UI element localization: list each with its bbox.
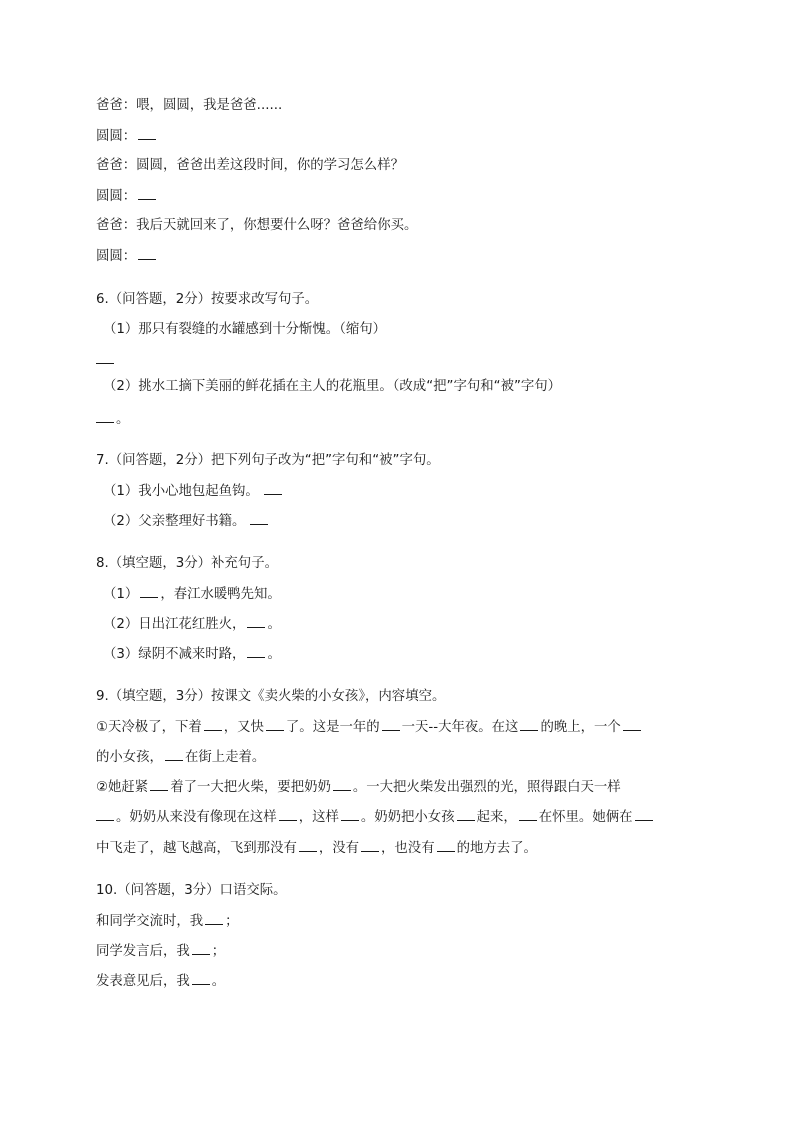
speaker: 圆圆 [96, 129, 123, 144]
speaker: 爸爸 [96, 218, 123, 233]
dialogue-line-4 [96, 187, 158, 206]
answer-blank[interactable] [192, 972, 210, 985]
speaker: 圆圆 [96, 249, 123, 264]
answer-blank[interactable] [457, 808, 475, 821]
answer-blank[interactable] [96, 410, 114, 423]
answer-blank[interactable] [333, 778, 351, 791]
answer-blank[interactable] [138, 247, 156, 260]
answer-blank[interactable] [204, 718, 222, 731]
question-9-paragraph-2-line-3: 中飞走了，越飞越高，飞到那没有 ，没有 ，也没有 的地方去了。 [96, 841, 537, 856]
answer-blank[interactable] [266, 718, 284, 731]
speaker: 爸爸 [96, 98, 123, 113]
answer-blank[interactable] [247, 615, 265, 628]
answer-blank[interactable] [140, 585, 158, 598]
answer-blank[interactable] [437, 839, 455, 852]
dialogue-line-6 [96, 247, 158, 266]
answer-blank[interactable] [96, 351, 114, 364]
answer-blank[interactable] [299, 839, 317, 852]
question-8-header: 8.（填空题，3分）补充句子。 [96, 556, 278, 571]
question-10-line-1: 和同学交流时，我 ； [96, 914, 239, 929]
answer-blank[interactable] [250, 512, 268, 525]
answer-blank[interactable] [623, 718, 641, 731]
question-6-answer-2: 。 [96, 410, 129, 429]
question-8-sentence-2: （2）日出江花红胜火， 。 [103, 617, 281, 632]
answer-blank[interactable] [138, 187, 156, 200]
question-6-header: 6.（问答题，2分）按要求改写句子。 [96, 292, 319, 307]
separator: ： [122, 218, 137, 233]
question-10-line-3: 发表意见后，我 。 [96, 974, 226, 989]
dialogue-text: 喂，圆圆，我是爸爸...... [136, 98, 283, 113]
question-8-sentence-1: （1） ，春江水暖鸭先知。 [103, 587, 281, 602]
dialogue-line-2 [96, 127, 158, 146]
question-9-paragraph-1-line-2: 的小女孩， 在街上走着。 [96, 750, 266, 765]
question-7-sentence-1: （1）我小心地包起鱼钩。 [103, 482, 284, 501]
separator: ： [122, 189, 137, 204]
answer-blank[interactable] [635, 808, 653, 821]
answer-blank[interactable] [96, 808, 114, 821]
dialogue-text: 我后天就回来了，你想要什么呀？爸爸给你买。 [136, 218, 418, 233]
question-10-header: 10.（问答题，3分）口语交际。 [96, 883, 287, 898]
question-8-sentence-3: （3）绿阴不减来时路， 。 [103, 647, 281, 662]
answer-blank[interactable] [150, 778, 168, 791]
question-6-sentence-2: （2）挑水工摘下美丽的鲜花插在主人的花瓶里。（改成“把”字句和“被”字句） [103, 379, 562, 394]
separator: ： [122, 158, 137, 173]
question-7-header: 7.（问答题，2分）把下列句子改为“把”字句和“被”字句。 [96, 453, 440, 468]
answer-blank[interactable] [138, 127, 156, 140]
separator: ： [122, 249, 137, 264]
question-7-sentence-2: （2）父亲整理好书籍。 [103, 512, 270, 531]
question-10-line-2: 同学发言后，我 ； [96, 944, 226, 959]
speaker: 爸爸 [96, 158, 123, 173]
speaker: 圆圆 [96, 189, 123, 204]
answer-blank[interactable] [382, 718, 400, 731]
question-9-header: 9.（填空题，3分）按课文《卖火柴的小女孩》，内容填空。 [96, 689, 446, 704]
separator: ： [122, 98, 137, 113]
answer-blank[interactable] [192, 942, 210, 955]
answer-blank[interactable] [520, 718, 538, 731]
dialogue-line-5 [96, 217, 417, 235]
answer-blank[interactable] [341, 808, 359, 821]
answer-blank[interactable] [165, 748, 183, 761]
question-9-paragraph-1-line-1: ①天冷极了，下着 ，又快 了。这是一年的 一天--大年夜。在这 的晚上，一个 [96, 718, 643, 737]
answer-blank[interactable] [519, 808, 537, 821]
answer-blank[interactable] [205, 912, 223, 925]
answer-blank[interactable] [279, 808, 297, 821]
answer-blank[interactable] [361, 839, 379, 852]
dialogue-text: 圆圆，爸爸出差这段时间，你的学习怎么样？ [136, 158, 404, 173]
answer-blank[interactable] [264, 482, 282, 495]
question-9-paragraph-2-line-1: ②她赶紧 着了一大把火柴，要把奶奶 。一大把火柴发出强烈的光，照得跟白天一样 [96, 780, 621, 795]
question-6-answer-1 [96, 351, 116, 370]
separator: ： [122, 129, 137, 144]
dialogue-line-3 [96, 157, 404, 175]
question-6-sentence-1: （1）那只有裂缝的水罐感到十分惭愧。（缩句） [103, 322, 387, 337]
dialogue-line-1 [96, 97, 282, 115]
question-9-paragraph-2-line-2: 。奶奶从来没有像现在这样 ，这样 。奶奶把小女孩 起来， 在怀里。她俩在 [96, 808, 655, 827]
answer-blank[interactable] [247, 645, 265, 658]
